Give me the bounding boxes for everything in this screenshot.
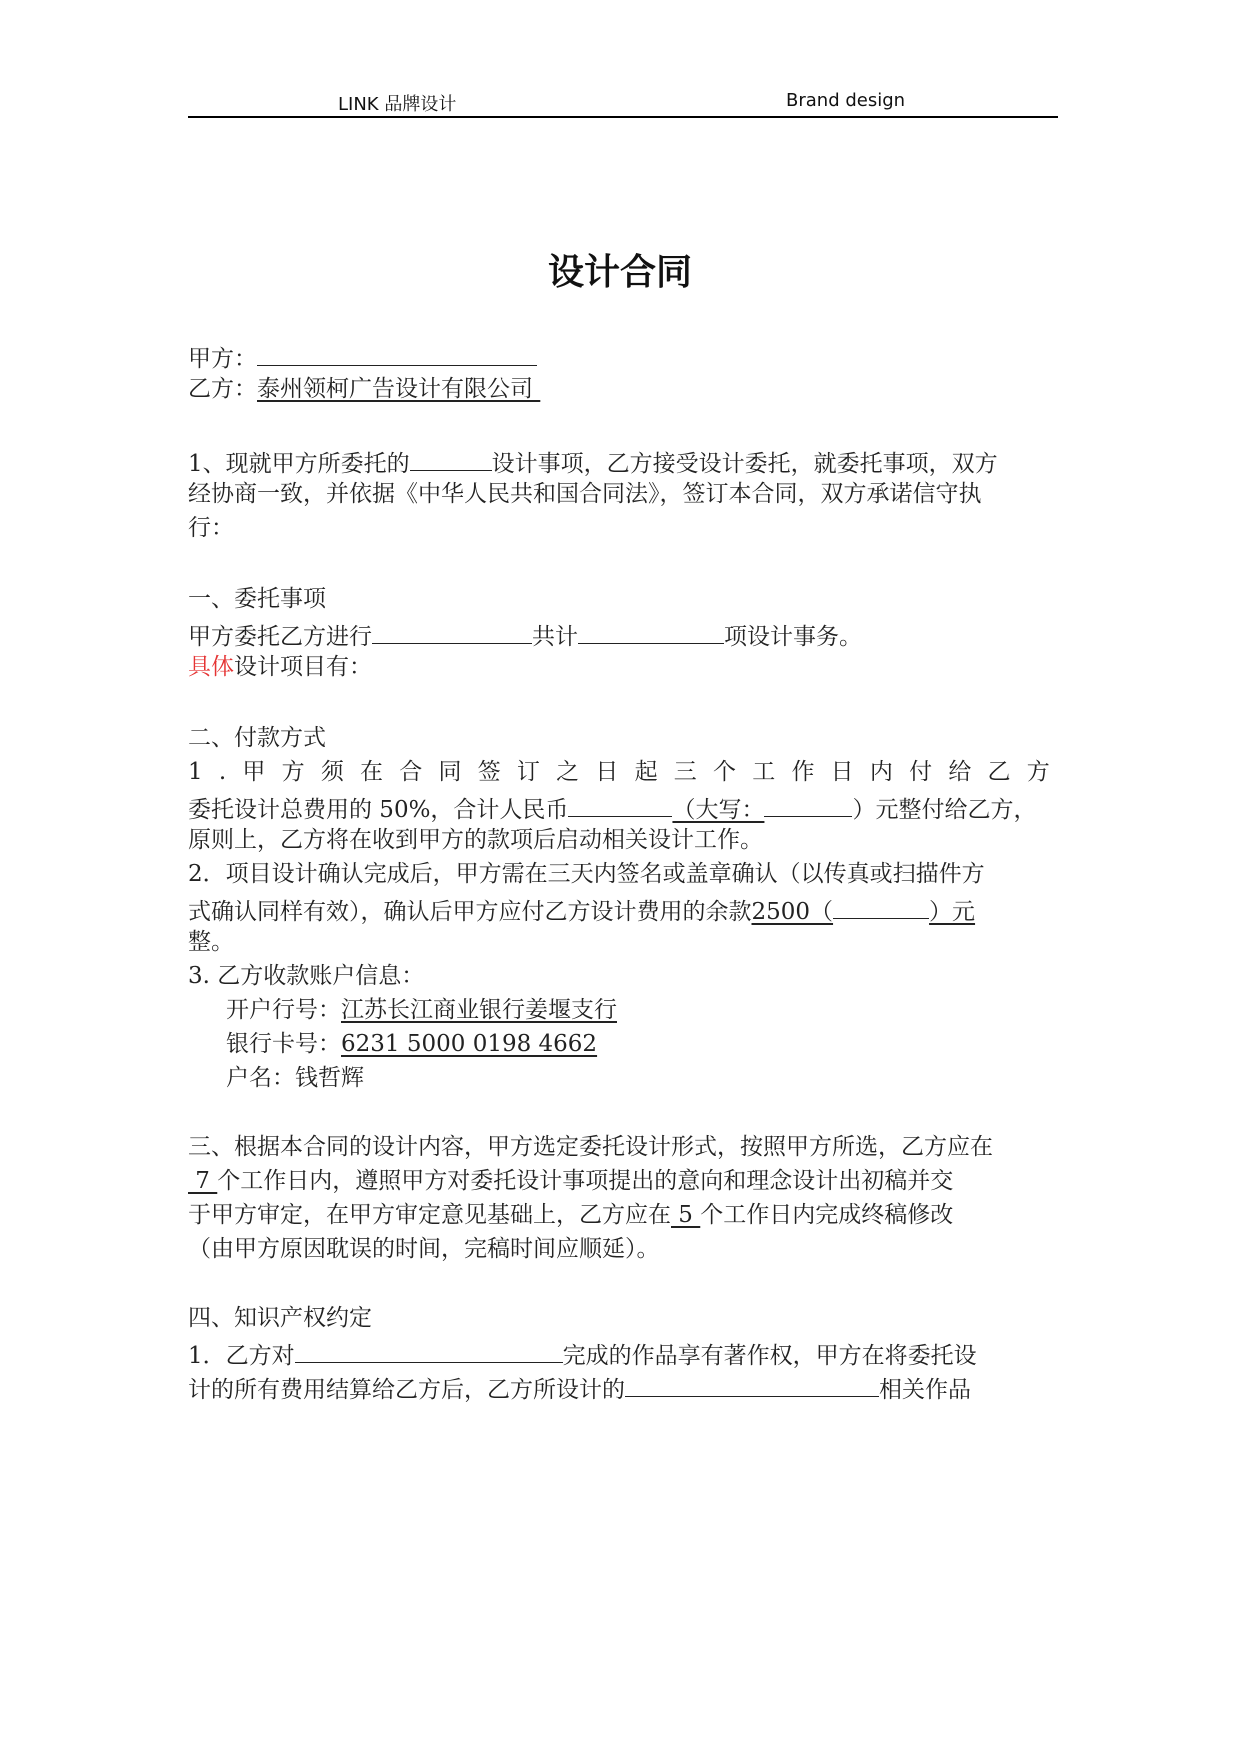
account-name-value: 钱哲辉 bbox=[295, 1065, 364, 1091]
section1-line-2 bbox=[188, 651, 372, 683]
p1-char: 1 bbox=[188, 759, 203, 785]
p1-char: 签 bbox=[477, 759, 501, 785]
p1-char: 日 bbox=[595, 759, 619, 785]
bank-label: 开户行号： bbox=[226, 997, 341, 1023]
section2-p2-line-2 bbox=[188, 892, 975, 928]
p1-char: 日 bbox=[830, 759, 854, 785]
document-title: 设计合同 bbox=[547, 252, 692, 293]
intro-line-1 bbox=[188, 444, 998, 480]
section4-heading: 四、知识产权约定 bbox=[188, 1305, 372, 1331]
p1-char: 个 bbox=[713, 759, 737, 785]
section3-line-4: （由甲方原因耽误的时间，完稿时间应顺延）。 bbox=[188, 1236, 660, 1262]
section3-text: 于甲方审定，在甲方审定意见基础上，乙方应在 bbox=[188, 1202, 671, 1228]
party-a-label: 甲方： bbox=[188, 346, 257, 372]
balance-words-blank bbox=[833, 892, 929, 919]
p1-char: 订 bbox=[516, 759, 540, 785]
section2-text: 委托设计总费用的 50%，合计人民币 bbox=[188, 797, 569, 823]
p1-char: 甲 bbox=[242, 759, 266, 785]
section2-p1-line-1 bbox=[188, 756, 1050, 788]
bank-line bbox=[226, 994, 617, 1026]
draft-days: 7 bbox=[188, 1168, 218, 1194]
section3-line-1: 三、根据本合同的设计内容，甲方选定委托设计形式，按照甲方所选，乙方应在 bbox=[188, 1134, 993, 1160]
p1-char: 工 bbox=[752, 759, 776, 785]
header-tagline: Brand design bbox=[786, 90, 906, 111]
section1-text: 项设计事务。 bbox=[724, 624, 862, 650]
page-header bbox=[188, 86, 1058, 118]
section2-text: ）元 bbox=[929, 899, 976, 925]
intro-text: 设计事项，乙方接受设计委托，就委托事项，双方 bbox=[491, 451, 998, 477]
section2-p1-line-2 bbox=[188, 790, 1036, 826]
party-b-value: 泰州领柯广告设计有限公司 bbox=[257, 376, 533, 402]
account-info-heading: 3. 乙方收款账户信息： bbox=[188, 963, 425, 989]
p1-char: 三 bbox=[673, 759, 697, 785]
card-label: 银行卡号： bbox=[226, 1031, 341, 1057]
section1-line-1 bbox=[188, 617, 862, 653]
project-blank bbox=[372, 617, 532, 644]
intro-line-3: 行： bbox=[188, 515, 234, 541]
p1-char: 在 bbox=[360, 759, 384, 785]
section3-text: 个工作日内，遵照甲方对委托设计事项提出的意向和理念设计出初稿并交 bbox=[217, 1168, 954, 1194]
section4-text: 计的所有费用结算给乙方后，乙方所设计的 bbox=[188, 1377, 625, 1403]
section3-text: 个工作日内完成终稿修改 bbox=[700, 1202, 954, 1228]
intro-text: 1、现就甲方所委托的 bbox=[188, 451, 410, 477]
p1-char: 方 bbox=[281, 759, 305, 785]
p1-char: . bbox=[218, 759, 227, 785]
section4-text: 完成的作品享有著作权，甲方在将委托设 bbox=[562, 1343, 977, 1369]
card-line bbox=[226, 1028, 597, 1060]
works-blank bbox=[625, 1370, 879, 1397]
p1-char: 同 bbox=[438, 759, 462, 785]
section3-line-2 bbox=[188, 1165, 953, 1197]
p1-char: 起 bbox=[634, 759, 658, 785]
design-item-blank bbox=[410, 444, 492, 471]
amount-words-blank bbox=[764, 790, 852, 817]
p1-char: 付 bbox=[909, 759, 933, 785]
party-b-line bbox=[188, 373, 540, 405]
amount-words-label: （大写： bbox=[672, 797, 765, 823]
p1-char: 内 bbox=[869, 759, 893, 785]
count-blank bbox=[578, 617, 724, 644]
section2-p1-line-3: 原则上，乙方将在收到甲方的款项后启动相关设计工作。 bbox=[188, 827, 763, 853]
p1-char: 方 bbox=[1026, 759, 1050, 785]
account-name-label: 户名： bbox=[226, 1065, 295, 1091]
copyright-blank bbox=[295, 1336, 563, 1363]
header-brand: LINK 品牌设计 bbox=[338, 94, 457, 115]
section4-line-1 bbox=[188, 1336, 977, 1372]
amount-blank bbox=[568, 790, 672, 817]
section1-text: 甲方委托乙方进行 bbox=[188, 624, 372, 650]
section3-line-3 bbox=[188, 1199, 953, 1231]
p1-char: 作 bbox=[791, 759, 815, 785]
card-value: 6231 5000 0198 4662 bbox=[341, 1031, 598, 1057]
p1-char: 给 bbox=[948, 759, 972, 785]
final-days: 5 bbox=[671, 1202, 701, 1228]
section4-line-2 bbox=[188, 1370, 971, 1406]
section1-heading: 一、委托事项 bbox=[188, 586, 326, 612]
party-b-label: 乙方： bbox=[188, 376, 257, 402]
p1-char: 须 bbox=[320, 759, 344, 785]
section1-text: 设计项目有： bbox=[234, 654, 372, 680]
section2-heading: 二、付款方式 bbox=[188, 725, 326, 751]
bank-value: 江苏长江商业银行姜堰支行 bbox=[341, 997, 617, 1023]
intro-line-2: 经协商一致，并依据《中华人民共和国合同法》，签订本合同，双方承诺信守执 bbox=[188, 481, 982, 507]
section2-text: 式确认同样有效），确认后甲方应付乙方设计费用的余款 bbox=[188, 899, 752, 925]
p1-char: 之 bbox=[556, 759, 580, 785]
p1-char: 合 bbox=[399, 759, 423, 785]
section2-text: ）元整付给乙方， bbox=[852, 797, 1037, 823]
section4-text: 相关作品 bbox=[879, 1377, 971, 1403]
account-name-line bbox=[226, 1062, 364, 1094]
balance-amount: 2500（ bbox=[751, 899, 834, 925]
section2-p2-line-3: 整。 bbox=[188, 929, 234, 955]
highlight-text: 具体 bbox=[188, 654, 234, 680]
section2-p2-line-1: 2．项目设计确认完成后，甲方需在三天内签名或盖章确认（以传真或扫描件方 bbox=[188, 861, 985, 887]
party-a-blank bbox=[257, 339, 537, 366]
party-a-line bbox=[188, 339, 537, 375]
section4-text: 1．乙方对 bbox=[188, 1343, 295, 1369]
p1-char: 乙 bbox=[987, 759, 1011, 785]
section1-text: 共计 bbox=[532, 624, 578, 650]
